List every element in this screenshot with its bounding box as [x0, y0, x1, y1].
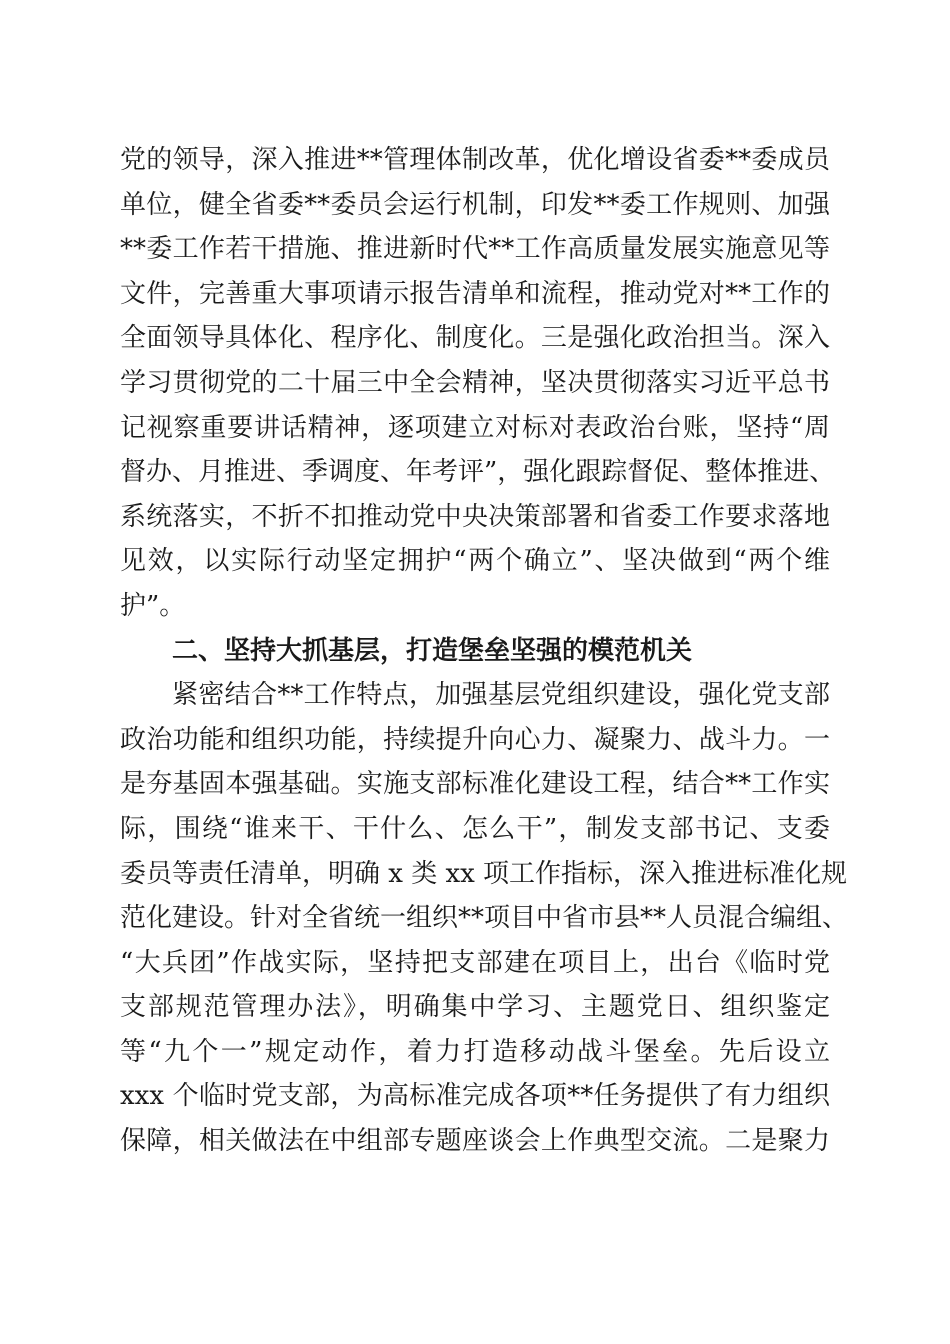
text-line: 范化建设。针对全省统一组织**项目中省市县**人员混合编组、: [120, 903, 849, 934]
text-line: “大兵团”作战实际，坚持把支部建在项目上，出台《临时党: [120, 947, 830, 978]
text-line: 党的领导，深入推进**管理体制改革，优化增设省委**委成员: [120, 145, 830, 175]
text-line: 学习贯彻党的二十届三中全会精神，坚决贯彻落实习近平总书: [120, 367, 830, 398]
text-line: 是夯基固本强基础。实施支部标准化建设工程，结合**工作实: [120, 769, 830, 800]
text-line: 督办、月推进、季调度、年考评”，强化跟踪督促、整体推进、: [120, 457, 836, 488]
text-line: 际，围绕“谁来干、干什么、怎么干”，制发支部书记、支委: [120, 813, 830, 844]
text-line: 记视察重要讲话精神，逐项建立对标对表政治台账，坚持“周: [120, 412, 830, 443]
text-line: 委员等责任清单，明确 x 类 xx 项工作指标，深入推进标准化规: [120, 858, 848, 889]
text-line: 紧密结合**工作特点，加强基层党组织建设，强化党支部: [172, 680, 830, 711]
text-line: 单位，健全省委**委员会运行机制，印发**委工作规则、加强: [120, 189, 830, 220]
text-line: 护”。: [120, 590, 186, 621]
section-heading: 二、坚持大抓基层，打造堡垒坚强的模范机关: [172, 635, 693, 666]
text-line: 全面领导具体化、程序化、制度化。三是强化政治担当。深入: [120, 323, 830, 354]
text-line: 政治功能和组织功能，持续提升向心力、凝聚力、战斗力。一: [120, 724, 830, 755]
document-body: [120, 138, 849, 1164]
text-line: **委工作若干措施、推进新时代**工作高质量发展实施意见等: [120, 234, 830, 265]
text-line: xxx 个临时党支部，为高标准完成各项**任务提供了有力组织: [120, 1081, 830, 1112]
text-line: 支部规范管理办法》，明确集中学习、主题党日、组织鉴定: [120, 992, 830, 1023]
text-line: 见效，以实际行动坚定拥护“两个确立”、坚决做到“两个维: [120, 546, 830, 577]
text-line: 文件，完善重大事项请示报告清单和流程，推动党对**工作的: [120, 278, 830, 309]
text-line: 等“九个一”规定动作，着力打造移动战斗堡垒。先后设立: [120, 1036, 830, 1067]
text-line: 系统落实，不折不扣推动党中央决策部署和省委工作要求落地: [120, 501, 830, 532]
text-line: 保障，相关做法在中组部专题座谈会上作典型交流。二是聚力: [120, 1126, 830, 1157]
